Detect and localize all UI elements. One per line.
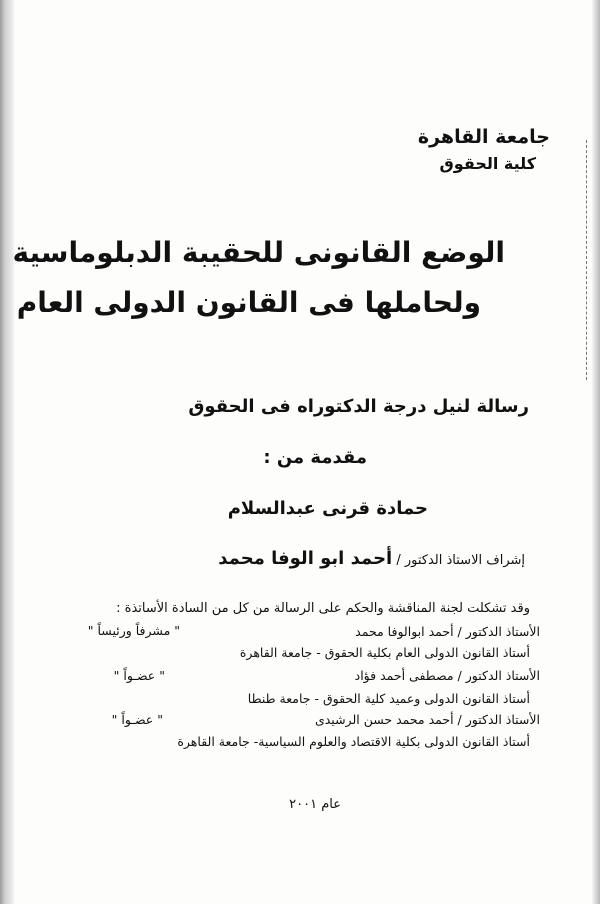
scan-shadow-right bbox=[592, 0, 600, 904]
committee-member-1-role: " مشرفاً ورئيساً " bbox=[87, 623, 180, 638]
title-line-2: ولحاملها فى القانون الدولى العام bbox=[16, 286, 481, 319]
author-name: حمادة قرنى عبدالسلام bbox=[227, 498, 428, 519]
supervisor-label: إشراف الاستاذ الدكتور / bbox=[396, 553, 525, 568]
year: عام ٢٠٠١ bbox=[289, 797, 341, 812]
supervisor-name: أحمد ابو الوفا محمد bbox=[218, 548, 393, 569]
supervisor-line bbox=[218, 548, 525, 569]
committee-member-2-name: الأستاذ الدكتور / مصطفى أحمد فؤاد bbox=[354, 668, 540, 683]
committee-member-1-position: أستاذ القانون الدولى العام بكلية الحقوق - جامعة القاهرة bbox=[239, 645, 530, 660]
thesis-statement: رسالة لنيل درجة الدكتوراه فى الحقوق bbox=[188, 396, 529, 417]
title-line-1: الوضع القانونى للحقيبة الدبلوماسية bbox=[12, 236, 505, 269]
committee-member-2-role: " عضـواً " bbox=[113, 668, 165, 683]
committee-member-1-name: الأستاذ الدكتور / أحمد ابوالوفا محمد bbox=[355, 624, 540, 639]
margin-mark bbox=[586, 140, 589, 380]
faculty-name: كلية الحقوق bbox=[439, 154, 536, 173]
committee-member-3-position: أستاذ القانون الدولى بكلية الاقتصاد والعلوم السياسية- جامعة القاهرة bbox=[177, 734, 530, 749]
committee-intro: وقد تشكلت لجنة المناقشة والحكم على الرسالة من كل من السادة الأساتذة : bbox=[116, 601, 530, 616]
committee-member-2-position: أستاذ القانون الدولى وعميد كلية الحقوق - جامعة طنطا bbox=[247, 691, 530, 706]
committee-member-3-name: الأستاذ الدكتور / أحمد محمد حسن الرشيدى bbox=[314, 712, 540, 727]
university-name: جامعة القاهرة bbox=[417, 126, 550, 148]
scan-shadow-left bbox=[0, 0, 14, 904]
committee-member-3-role: " عضـواً " bbox=[111, 712, 163, 727]
submitted-by-label: مقدمة من : bbox=[263, 447, 367, 468]
